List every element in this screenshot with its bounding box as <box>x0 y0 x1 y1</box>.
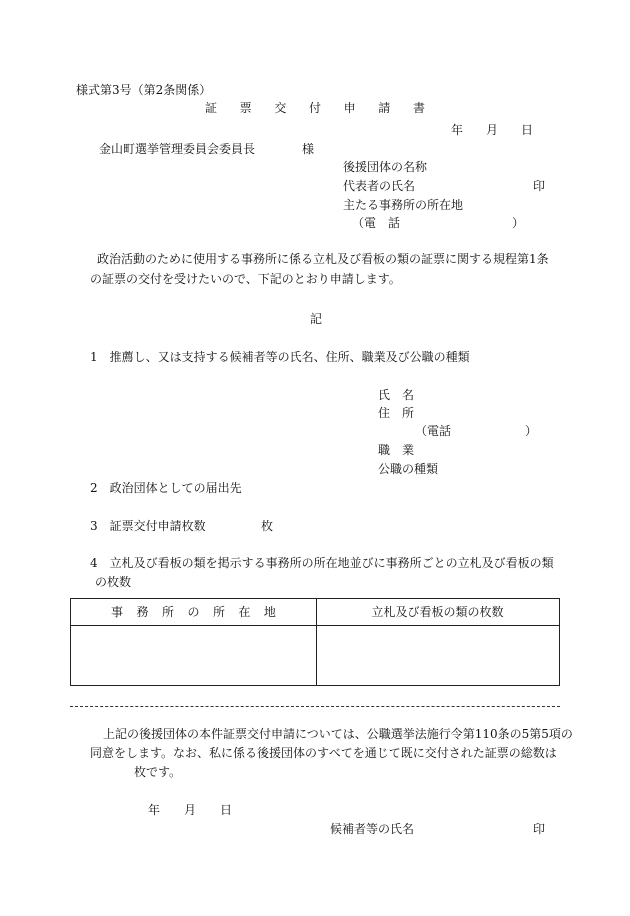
footer-year: 年 <box>148 803 161 817</box>
org-name-label: 後援団体の名称 <box>343 160 428 174</box>
table-header-divider <box>71 625 559 626</box>
title-char: 票 <box>239 101 252 115</box>
body-line-1: 政治活動のために使用する事務所に係る立札及び看板の類の証票に関する規程第1条 <box>97 252 549 266</box>
office-address-label: 主たる事務所の所在地 <box>343 198 464 212</box>
candidate-name-label: 氏 名 <box>378 388 415 402</box>
header-char: 在 <box>238 605 251 619</box>
date-day: 日 <box>521 123 534 137</box>
cut-line <box>70 706 560 707</box>
item-4-line-1: 4 立札及び看板の類を掲示する事務所の所在地並びに事務所ごとの立札及び看板の類 <box>90 556 554 570</box>
candidate-address-label: 住 所 <box>378 406 415 420</box>
candidate-occupation-label: 職 業 <box>378 443 415 457</box>
title-char: 証 <box>205 101 218 115</box>
rep-name-label: 代表者の氏名 <box>343 179 416 193</box>
header-char: 所 <box>161 605 174 619</box>
date-month: 月 <box>486 123 499 137</box>
title-char: 付 <box>308 101 321 115</box>
consent-line-2: 同意をします。なお、私に係る後援団体のすべてを通じて既に交付された証票の総数は <box>90 746 557 760</box>
item-2: 2 政治団体としての届出先 <box>90 481 242 495</box>
candidate-phone-open: （電話 <box>415 424 452 438</box>
date-year: 年 <box>451 123 464 137</box>
form-id: 様式第3号（第2条関係） <box>76 83 212 97</box>
header-char: 所 <box>212 605 225 619</box>
consent-line-1: 上記の後援団体の本件証票交付申請については、公職選挙法施行令第110条の5第5項の <box>103 727 573 741</box>
header-char: 事 <box>111 605 124 619</box>
candidate-phone-close: ） <box>525 424 538 438</box>
candidate-signature-label: 候補者等の氏名 <box>330 822 415 836</box>
candidate-office-type-label: 公職の種類 <box>378 462 439 476</box>
header-char: 務 <box>136 605 149 619</box>
title-char: 交 <box>274 101 287 115</box>
footer-day: 日 <box>220 803 233 817</box>
title-char: 請 <box>378 101 391 115</box>
table-header-office-location <box>111 606 276 618</box>
footer-seal-mark: 印 <box>533 822 546 836</box>
footer-month: 月 <box>184 803 197 817</box>
item-3: 3 証票交付申請枚数 <box>90 519 206 533</box>
addressee: 金山町選挙管理委員会委員長 <box>99 142 256 156</box>
form-title <box>205 102 425 114</box>
item-4-line-2: の枚数 <box>95 575 132 589</box>
title-char: 書 <box>412 101 425 115</box>
item-3-unit: 枚 <box>261 519 274 533</box>
header-char: の <box>187 605 200 619</box>
header-char: 地 <box>263 605 276 619</box>
ki-heading: 記 <box>310 312 323 326</box>
honorific: 様 <box>302 142 315 156</box>
phone-open: （電 話 <box>352 216 401 230</box>
consent-line-3: 枚です。 <box>134 765 182 779</box>
table-header-sign-count: 立札及び看板の類の枚数 <box>371 605 504 619</box>
office-table <box>70 598 560 686</box>
seal-mark: 印 <box>533 179 546 193</box>
body-line-2: の証票の交付を受けたいので、下記のとおり申請します。 <box>90 272 401 286</box>
title-char: 申 <box>343 101 356 115</box>
phone-close: ） <box>512 216 525 230</box>
item-1: 1 推薦し、又は支持する候補者等の氏名、住所、職業及び公職の種類 <box>90 350 470 364</box>
